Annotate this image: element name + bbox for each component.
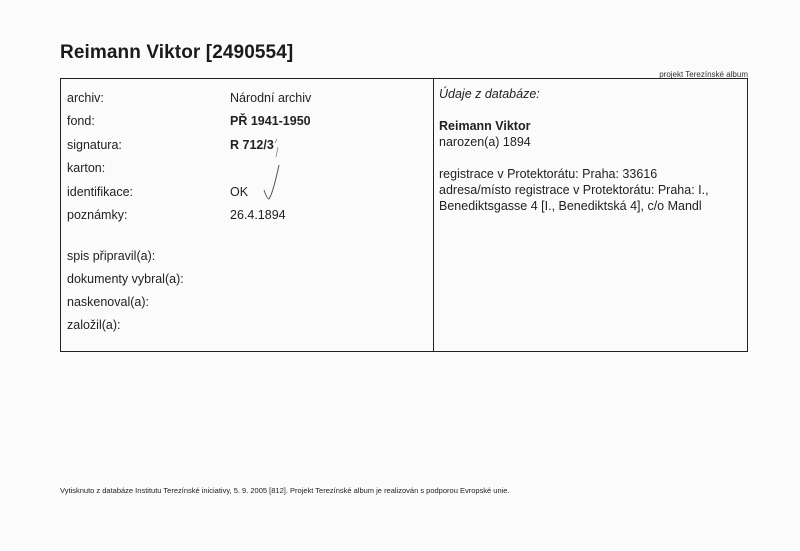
check-icon bbox=[253, 135, 293, 205]
footer-note: Vytisknuto z databáze Institutu Terezínské iniciativy, 5. 9. 2005 [812]. Projekt Terezínské album je realizován s podporou Evropské unie. bbox=[60, 486, 510, 495]
field-label-fond: fond: bbox=[67, 114, 95, 128]
database-person-name: Reimann Viktor bbox=[439, 119, 531, 133]
field-label-archiv: archiv: bbox=[67, 91, 104, 105]
field-label-identifikace: identifikace: bbox=[67, 185, 134, 199]
database-born: narozen(a) 1894 bbox=[439, 135, 531, 149]
page-title: Reimann Viktor [2490554] bbox=[60, 42, 294, 63]
field-label-karton: karton: bbox=[67, 161, 106, 175]
field-label-poznamky: poznámky: bbox=[67, 208, 128, 222]
record-card bbox=[60, 78, 748, 352]
field-label-spis-pripravil: spis připravil(a): bbox=[67, 249, 156, 263]
field-value-fond: PŘ 1941-1950 bbox=[230, 114, 311, 128]
field-value-identifikace: OK bbox=[230, 185, 249, 199]
database-address-line-1: adresa/místo registrace v Protektorátu: Praha: I., bbox=[439, 183, 709, 197]
field-label-signatura: signatura: bbox=[67, 138, 122, 152]
database-heading: Údaje z databáze: bbox=[439, 87, 540, 101]
field-value-signatura: R 712/3 bbox=[230, 138, 274, 152]
field-value-archiv: Národní archiv bbox=[230, 91, 312, 105]
field-value-poznamky: 26.4.1894 bbox=[230, 208, 286, 222]
database-registration: registrace v Protektorátu: Praha: 33616 bbox=[439, 167, 658, 181]
field-label-dokumenty-vybral: dokumenty vybral(a): bbox=[67, 272, 184, 286]
database-address-line-2: Benediktsgasse 4 [I., Benediktská 4], c/o Mandl bbox=[439, 199, 702, 213]
project-label: projekt Terezínské album bbox=[659, 70, 748, 79]
column-divider bbox=[433, 79, 434, 351]
field-label-zalozil: založil(a): bbox=[67, 318, 121, 332]
field-label-naskenoval: naskenoval(a): bbox=[67, 295, 149, 309]
